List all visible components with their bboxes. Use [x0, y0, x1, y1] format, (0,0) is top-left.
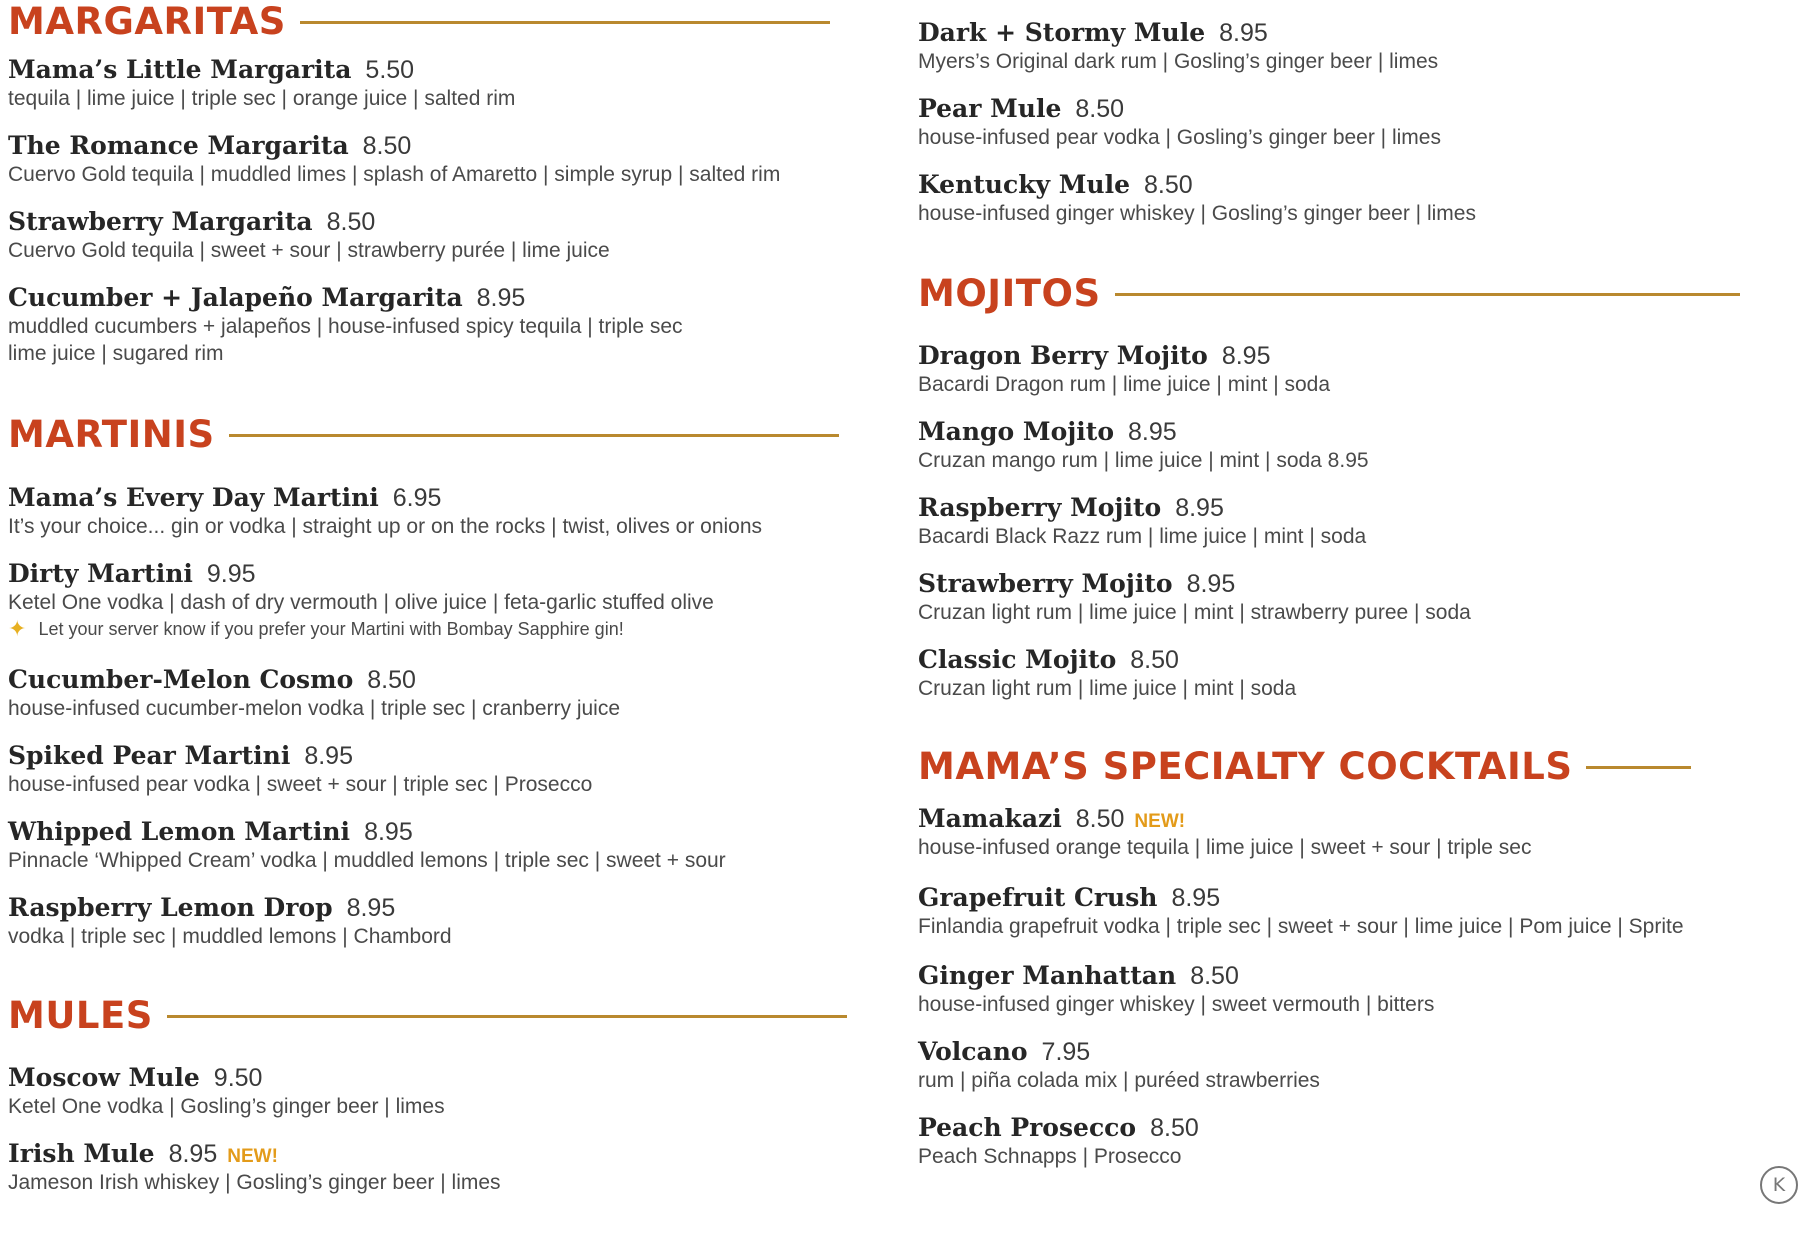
- item-description: Bacardi Dragon rum | lime juice | mint | soda: [918, 373, 1331, 396]
- item-price: 8.95: [1171, 884, 1221, 912]
- item-price: 8.95: [1219, 19, 1268, 47]
- item-price: 6.95: [392, 484, 442, 512]
- menu-item: [8, 817, 908, 874]
- item-price: 9.95: [206, 560, 256, 588]
- item-description: Cuervo Gold tequila | muddled limes | splash of Amaretto | simple syrup | salted rim: [8, 163, 781, 186]
- item-description: rum | piña colada mix | puréed strawberries: [918, 1069, 1320, 1092]
- item-price: 9.50: [213, 1064, 263, 1092]
- item-description: house-infused cucumber-melon vodka | triple sec | cranberry juice: [8, 697, 621, 720]
- item-price: 8.95: [1186, 570, 1236, 598]
- item-description: It’s your choice... gin or vodka | straight up or on the rocks | twist, olives or onions: [8, 515, 763, 538]
- menu-item: [8, 1063, 908, 1120]
- menu-item: [8, 55, 908, 112]
- item-name: Moscow Mule: [8, 1063, 200, 1092]
- item-description: Ketel One vodka | dash of dry vermouth | olive juice | feta-garlic stuffed olive: [8, 591, 714, 614]
- item-description: Myers’s Original dark rum | Gosling’s ginger beer | limes: [918, 50, 1439, 73]
- item-description: Ketel One vodka | Gosling’s ginger beer | limes: [8, 1095, 445, 1118]
- item-name: Peach Prosecco: [918, 1113, 1137, 1142]
- menu-item: [918, 1113, 1806, 1170]
- item-name: Kentucky Mule: [918, 170, 1131, 199]
- item-description: Finlandia grapefruit vodka | triple sec | sweet + sour | lime juice | Pom juice | Sprite: [918, 915, 1684, 938]
- item-description: Cuervo Gold tequila | sweet + sour | strawberry purée | lime juice: [8, 239, 610, 262]
- item-description: house-infused pear vodka | Gosling’s ginger beer | limes: [918, 126, 1441, 149]
- menu-item: [8, 665, 908, 722]
- item-description: house-infused ginger whiskey | Gosling’s ginger beer | limes: [918, 202, 1476, 225]
- menu-item: [8, 131, 908, 188]
- item-name: Mamakazi: [918, 804, 1062, 833]
- star-icon: ✦: [8, 616, 27, 641]
- item-description: vodka | triple sec | muddled lemons | Chambord: [8, 925, 452, 948]
- item-description: Peach Schnapps | Prosecco: [918, 1145, 1182, 1168]
- item-name: Strawberry Mojito: [918, 569, 1173, 598]
- menu-item: [918, 18, 1806, 75]
- menu-item: [918, 645, 1806, 702]
- item-price: 8.95: [346, 894, 396, 922]
- item-name: The Romance Margarita: [8, 131, 349, 160]
- menu-item: [918, 804, 1806, 861]
- item-description: Jameson Irish whiskey | Gosling’s ginger beer | limes: [8, 1171, 501, 1194]
- item-name: Strawberry Margarita: [8, 207, 313, 236]
- section-title: MARGARITAS: [8, 0, 286, 43]
- item-price: 8.95: [1221, 342, 1271, 370]
- section-header-margaritas: [8, 0, 830, 44]
- item-name: Grapefruit Crush: [918, 883, 1158, 912]
- item-name: Ginger Manhattan: [918, 961, 1177, 990]
- item-price: 8.95: [364, 818, 413, 846]
- item-description: house-infused pear vodka | sweet + sour | triple sec | Prosecco: [8, 773, 593, 796]
- item-name: Whipped Lemon Martini: [8, 817, 351, 846]
- menu-item: [8, 1139, 908, 1196]
- item-description: Bacardi Black Razz rum | lime juice | mint | soda: [918, 525, 1367, 548]
- section-header-mojitos: [918, 272, 1740, 316]
- k-circle-icon: K: [1760, 1166, 1798, 1204]
- item-price: 8.50: [1144, 171, 1193, 199]
- item-description: Cruzan mango rum | lime juice | mint | soda 8.95: [918, 449, 1369, 472]
- section-header-martinis: [8, 413, 839, 457]
- section-title: MULES: [8, 994, 153, 1037]
- menu-item: [8, 207, 908, 264]
- item-name: Dragon Berry Mojito: [918, 341, 1208, 370]
- item-price: 8.95: [168, 1140, 218, 1168]
- menu-item: [8, 741, 908, 798]
- item-price: 8.50: [1075, 95, 1125, 123]
- item-price: 8.50: [1075, 805, 1125, 833]
- menu-item: [918, 1037, 1806, 1094]
- menu-item: [8, 559, 908, 642]
- menu-item: [918, 883, 1806, 940]
- section-divider: [1115, 293, 1740, 296]
- section-divider: [229, 434, 839, 437]
- item-description: tequila | lime juice | triple sec | orange juice | salted rim: [8, 87, 516, 110]
- menu-item: [918, 961, 1806, 1018]
- menu-item: [918, 170, 1806, 227]
- item-name: Irish Mule: [8, 1139, 155, 1168]
- menu-item: [8, 893, 908, 950]
- section-divider: [300, 21, 830, 24]
- item-price: 8.50: [367, 666, 416, 694]
- item-name: Dirty Martini: [8, 559, 193, 588]
- menu-item: [918, 94, 1806, 151]
- item-description: Pinnacle ‘Whipped Cream’ vodka | muddled lemons | triple sec | sweet + sour: [8, 849, 726, 872]
- item-price: 8.50: [1190, 962, 1239, 990]
- item-name: Classic Mojito: [918, 645, 1117, 674]
- item-note: [8, 616, 908, 642]
- section-divider: [167, 1015, 847, 1018]
- section-title: MAMA’S SPECIALTY COCKTAILS: [918, 745, 1573, 788]
- item-name: Mango Mojito: [918, 417, 1115, 446]
- item-name: Dark + Stormy Mule: [918, 18, 1206, 47]
- item-name: Mama’s Little Margarita: [8, 55, 352, 84]
- new-badge: NEW!: [227, 1146, 278, 1167]
- item-price: 8.50: [362, 132, 412, 160]
- section-title: MOJITOS: [918, 272, 1101, 315]
- item-price: 8.50: [326, 208, 376, 236]
- item-price: 7.95: [1041, 1038, 1091, 1066]
- section-divider: [1586, 766, 1691, 769]
- item-price: 8.95: [304, 742, 353, 770]
- note-text: Let your server know if you prefer your Martini with Bombay Sapphire gin!: [38, 619, 624, 639]
- menu-item: [8, 483, 908, 540]
- item-description: house-infused ginger whiskey | sweet vermouth | bitters: [918, 993, 1435, 1016]
- item-name: Spiked Pear Martini: [8, 741, 291, 770]
- item-name: Cucumber-Melon Cosmo: [8, 665, 354, 694]
- item-name: Volcano: [918, 1037, 1028, 1066]
- item-price: 8.95: [1128, 418, 1177, 446]
- item-description: Cruzan light rum | lime juice | mint | soda: [918, 677, 1297, 700]
- item-price: 8.95: [476, 284, 526, 312]
- item-price: 8.95: [1175, 494, 1224, 522]
- new-badge: NEW!: [1134, 811, 1186, 832]
- item-description: Cruzan light rum | lime juice | mint | strawberry puree | soda: [918, 601, 1471, 624]
- section-header-specialty-cocktails: [918, 745, 1691, 789]
- menu-item: [918, 569, 1806, 626]
- section-header-mules: [8, 994, 847, 1038]
- section-title: MARTINIS: [8, 413, 215, 456]
- item-name: Raspberry Lemon Drop: [8, 893, 333, 922]
- item-price: 8.50: [1150, 1114, 1199, 1142]
- item-description: muddled cucumbers + jalapeños | house-infused spicy tequila | triple sec: [8, 315, 683, 338]
- item-name: Mama’s Every Day Martini: [8, 483, 379, 512]
- item-price: 5.50: [365, 56, 415, 84]
- item-price: 8.50: [1130, 646, 1179, 674]
- menu-item: [8, 283, 908, 367]
- menu-item: [918, 493, 1806, 550]
- item-name: Cucumber + Jalapeño Margarita: [8, 283, 463, 312]
- item-name: Raspberry Mojito: [918, 493, 1162, 522]
- menu-item: [918, 341, 1806, 398]
- menu-item: [918, 417, 1806, 474]
- item-description-line-2: lime juice | sugared rim: [8, 342, 224, 365]
- item-description: house-infused orange tequila | lime juice | sweet + sour | triple sec: [918, 836, 1532, 859]
- item-name: Pear Mule: [918, 94, 1062, 123]
